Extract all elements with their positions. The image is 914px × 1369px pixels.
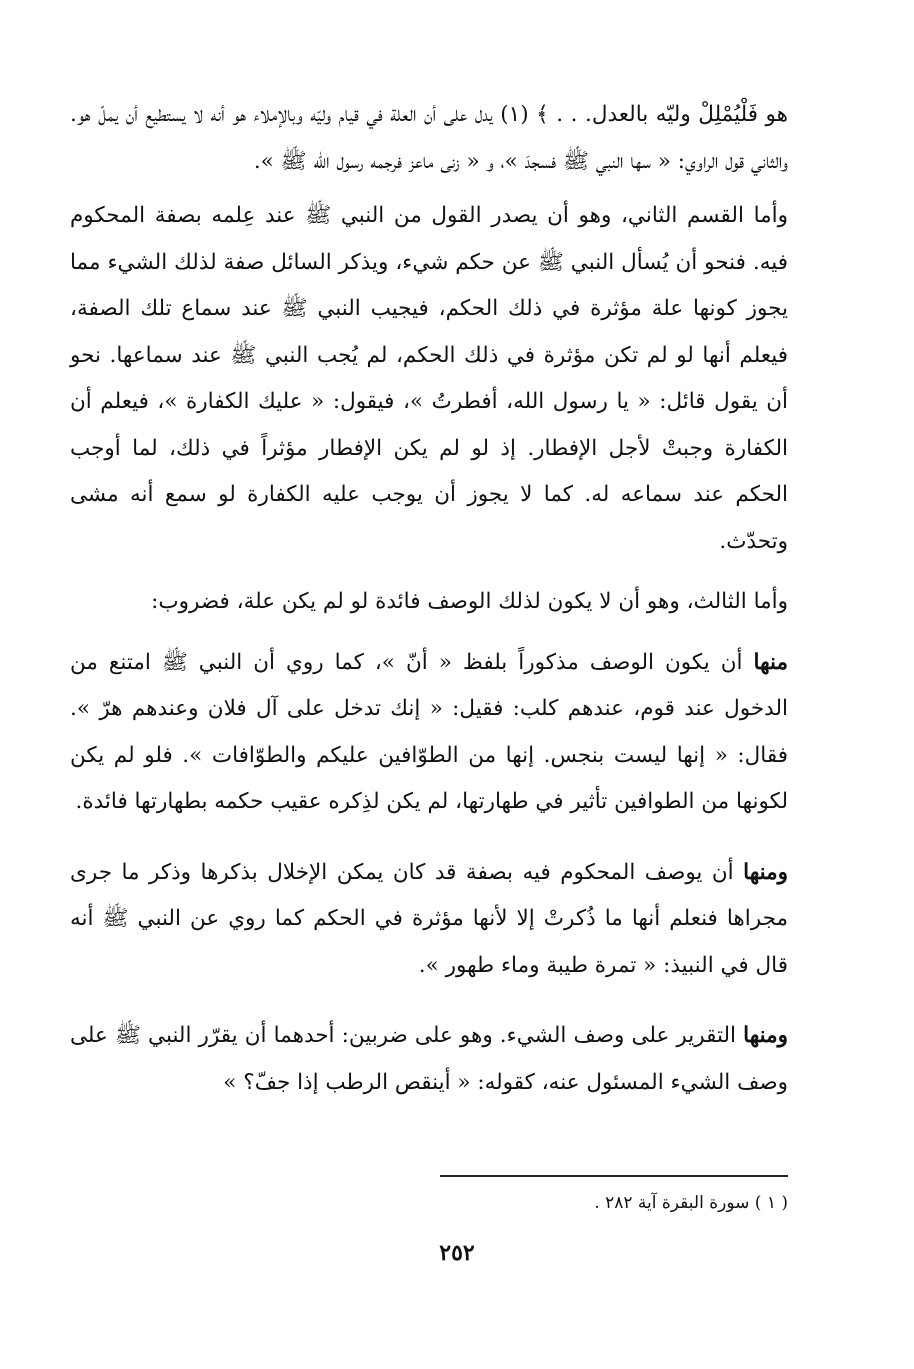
page-body [70,92,788,1106]
paragraph-4-lead: منها [753,649,788,675]
footnote: ( ١ ) سورة البقرة آية ٢٨٢ . [594,1193,788,1213]
footnote-divider [440,1175,788,1177]
paragraph-4-text: أن يكون الوصف مذكوراً بلفظ « أنّ »، كما روي أن النبي ﷺ امتنع من الدخول عند قوم، عندهم كلب: فقيل: « إنك تدخل على آل فلان وعندهم هرّ ». فقال: « إنها ليست بنجس. إنها من الطوّافين عليكم والطوّافات ». فلو لم يكن لكونها من الطوافين تأثير في طهارتها، لم يكن لذِكره عقيب حكمه بطهارتها فائدة. [70,649,788,814]
paragraph-5 [70,850,788,990]
paragraph-2: وأما القسم الثاني، وهو أن يصدر القول من النبي ﷺ عند عِلمه بصفة المحكوم فيه. فنحو أن يُسأل النبي ﷺ عن حكم شيء، ويذكر السائل صفة لذلك الشيء مما يجوز كونها علة مؤثرة في ذلك الحكم، فيجيب النبي ﷺ عند سماع تلك الصفة، فيعلم أنها لو لم تكن مؤثرة في ذلك الحكم، لم يُجب النبي ﷺ عند سماعها. نحو أن يقول قائل: « يا رسول الله، أفطرتُ »، فيقول: « عليك الكفارة »، فيعلم أن الكفارة وجبتْ لأجل الإفطار. إذ لو لم يكن الإفطار مؤثراً في ذلك، لما أوجب الحكم عند سماعه له. كما لا يجوز أن يوجب عليه الكفارة لو سمع أنه مشى وتحدّث. [70,203,788,554]
paragraph-5-lead: ومنها [743,859,788,885]
paragraph-6-lead: ومنها [743,1023,788,1048]
page-number: ٢٥٢ [439,1240,475,1266]
paragraph-6 [70,1013,788,1106]
paragraph-5-text: أن يوصف المحكوم فيه بصفة قد كان يمكن الإخلال بذكرها وذكر ما جرى مجراها فنعلم أنها ما ذُكرتْ إلا لأنها مؤثرة في الحكم كما روي عن النبي ﷺ أنه قال في النبيذ: « تمرة طيبة وماء طهور ». [70,859,788,978]
paragraph-1: هو فَلْيُمْلِلْ وليّه بالعدل. . . ﴾ (١) يدل على أن العلة في قيام وليّه وبالإملاء هو أنه لا يستطيع أن يملّ هو. والثاني قول الراوي: « سها النبي ﷺ فسجدَ »، و « زنى ماعز فرجمه رسول الله ﷺ ». [70,102,788,174]
paragraph-6-text: التقرير على وصف الشيء. وهو على ضربين: أحدهما أن يقرّر النبي ﷺ على وصف الشيء المسئول عنه، كقوله: « أينقص الرطب إذا جفّ؟ » [70,1023,788,1095]
paragraph-3: وأما الثالث، وهو أن لا يكون لذلك الوصف فائدة لو لم يكن علة، فضروب: [151,589,788,614]
paragraph-4 [70,640,788,826]
